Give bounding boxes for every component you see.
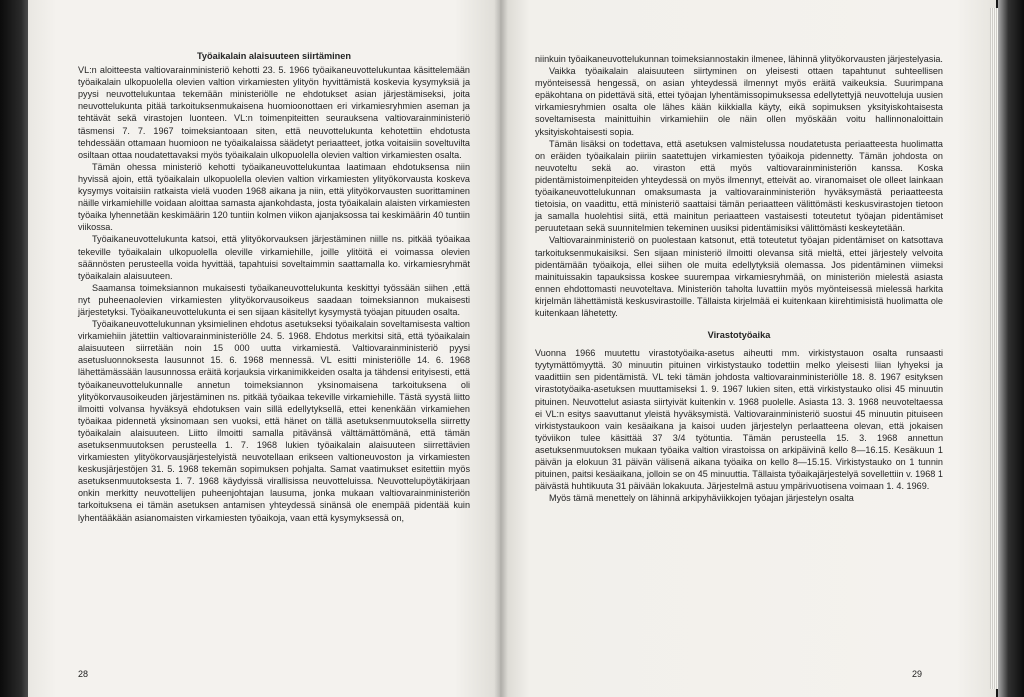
right-page <box>500 0 996 697</box>
left-page <box>28 0 502 697</box>
paragraph: Saamansa toimeksiannon mukaisesti työaikaneuvottelukunta keskittyi työssään siihen ,että nyt puheenaolevien virkamiesten ylityökorvausoikeus saadaan toimeksiannon mukaisesti järjestetyksi. Työaikaneuvottelukunta ei sen sijaan käsitellyt kysymystä työajan pituuden osalta. <box>78 282 470 317</box>
page-number-left: 28 <box>78 669 89 679</box>
paragraph: Vaikka työaikalain alaisuuteen siirtyminen on yleisesti ottaen tapahtunut suhteellisen myönteisessä hengessä, on asian yhteydessä ilmennyt myös eräitä vaikeuksia. Suurimpana epäkohtana on pidettävä sitä, ettei työajan lyhentämissopimuksessa edellytettyjä neuvotteluja uusien virkamiesryhmien osalta ole lähes kään kiikkialla käyty, eikä sopimuksen yksityiskohtaisesta soveltamisesta mainittuihin virkamiehiin ole näin ollen myöskään voitu hallinnonaloittain yksityiskohtaisesti sopia. <box>535 66 943 137</box>
paragraph: Tämän ohessa ministeriö kehotti työaikaneuvottelukuntaa laatimaan ehdotuksensa niin hyvissä ajoin, että työaikalain ulkopuolella olevien valtion virkamiesten ylityökorvausta koskeva kysymys voitaisiin ratkaista vielä vuoden 1968 aikana ja niin, että ylityökorvausten suorittaminen näille virkamiehille voidaan aloittaa samasta ajankohdasta, josta työaikalain alaisten virkamiesten työaika lyhennetään keskimäärin 120 tuntiin kolmen viikon ajanjaksossa tai keskimäärin 40 tuntiin viikossa. <box>78 161 470 233</box>
section-heading-tyoaikalain: Työaikalain alaisuuteen siirtäminen <box>196 51 352 61</box>
page-number-right: 29 <box>912 669 923 679</box>
paragraph: Tämän lisäksi on todettava, että asetuksen valmistelussa noudatetusta periaatteesta huolimatta on eräiden työaikalain piiriin saatettujen virkamiesten työaikoja pidennetty. Tämän johdosta on neuvoteltu sekä ao. viraston että myös valtiovarainministeriön kanssa. Koska pidentämistoimenpiteiden yhteydessä on myös ilmennyt, etteivät ao. viranomaiset ole olleet lainkaan työaikaneuvottelukunnan omaksumasta ja valtiovarainministeriön hyväksymästä periaatteesta tietoisia, on vaadittu, että ministeriö saattaisi tämän periaatteen välittömästi keskusvirastojen tietoon ja samalla huolehtisi siitä, että mainitun periaatteen vastaisesti toteutetut työajan pidentämiset peruutetaan sekä suunnitelmien tekeminen uusiksi pidentämisiksi välittömästi keskeytetään. <box>535 138 943 234</box>
paragraph: Vuonna 1966 muutettu virastotyöaika-asetus aiheutti mm. virkistystauon osalta runsaasti tyytymättömyyttä. 30 minuutin pituinen virkistystauko todettiin melko yleisesti liian lyhyeksi ja vaadittiin sen pidentämistä. VL teki tämän johdosta valtiovarainministeriölle 18. 8. 1967 esityksen virastotyöaika-asetuksen muuttamiseksi 1. 9. 1967 lukien siten, että virkistystauko olisi 45 minuutin pituinen. Neuvottelut asiasta siirtyivät kuitenkin v. 1968 puolelle. Asiasta 13. 3. 1968 neuvoteltaessa ei VL:n esitys saavuttanut yleistä hyväksymistä. Valtiovarainministeriö suostui 45 minuutin pituiseen virkistystaukoon vain kesäaikana ja kaisoi uuden järjestelyn perlaatteena olevan, että jokaisen työviikon tulee käsittää 37 3/4 työtuntia. Tämän perusteella 15. 3. 1968 annettun asetuksenmuutoksen mukaan työaika valtion virastoissa on arkipäivinä kello 8—16.15. Kesäkuun 1 päivän ja elokuun 31 päivän välisenä aikana työaika on kello 8—15.15. Virkistystauko on 1 tunnin pituinen, paitsi kesäaikana, jolloin se on 45 minuuttia. Tällaista työaikajärjestelyä sovellettiin v. 1968 1 päivästä huhtikuuta 31 päivään lokakuuta. Järjestelmä astuu ympärivuotisena voimaan 1. 4. 1969. <box>535 348 943 492</box>
paragraph: Myös tämä menettely on lähinnä arkipyhäviikkojen työajan järjestelyn osalta <box>549 493 854 504</box>
paragraph: Valtiovarainministeriö on puolestaan katsonut, että toteutetut työajan pidentämiset on katsottava tarkoituksenmukaisiksi. Sen sijaan ministeriö ilmoitti olevansa sitä mieltä, ettei järjestely velvoita pidentämään työaikoja, ellei siihen ole muita edellytyksiä olemassa. Jos pidentäminen viimeksi mainituissakin tapauksissa koskee suurempaa virkamiesryhmää, on ministeriön mielestä asiasta ennen ehdottomasti neuvoteltava. Ministeriön taholta luvattiin myös myönteisessä mielessä harkita kirjelmän lähettämistä keskusvirastoille. Tällaista kirjelmää ei kuitenkaan kiirehtimisistä huolimatta ole kuitenkaan lähetetty. <box>535 235 943 318</box>
left-page-text <box>78 50 470 524</box>
right-page-text <box>535 53 943 504</box>
paragraph: Työaikaneuvottelukunta katsoi, että ylityökorvauksen järjestäminen niille ns. pitkää työaikaa tekeville työaikalain ulkopuolella oleville virkamiehille, joille ylitöitä ei voimassa olevien säännösten perusteella voida hyvittää, tapahtuisi soveltaimmin saattamalla ko. virkamiesryhmät työaikalain alaisuuteen. <box>78 234 470 281</box>
book-edge-left <box>0 0 30 697</box>
book-edge-right <box>998 0 1024 697</box>
page-stack-edge <box>990 8 998 689</box>
paragraph: niinkuin työaikaneuvottelukunnan toimeksiannostakin ilmenee, lähinnä ylityökorvausten järjestelyasia. <box>535 54 943 64</box>
book-gutter <box>494 0 508 697</box>
section-heading-virastotyoaika: Virastotyöaika <box>707 330 771 341</box>
paragraph: VL:n aloitteesta valtiovarainministeriö kehotti 23. 5. 1966 työaikaneuvottelukuntaa käsittelemään työaikalain ulkopuolella olevien valtion virkamiesten ylityön hyvittämistä koskevia kysymyksiä ja pyysi neuvottelukuntaa tekemään ministeriölle ne ehdotukset asian järjestämiseksi, joita neuvottelukunta pitää tarkoituksenmukaisena huomioonottaen eri virkamiesryhmien aseman ja tehtävät sekä virastojen luonteen. VL:n toimenpiteitten seurauksena valtiovarainministeriö täsmensi 7. 7. 1967 toimeksiantoaan siten, että neuvottelukunta kehotettiin ehdotusta tehdessään ottamaan huomioon ne työaikalaissa säädetyt periaatteet, jotka voitaisiin soveltuvilta osiltaan ottaa noudatettavaksi myös työaikalain ulkopuolella olevien valtion virkamiesten osalta. <box>78 65 470 160</box>
paragraph: Työaikaneuvottelukunnan yksimielinen ehdotus asetukseksi työaikalain soveltamisesta valtion virkamiehiin jätettiin valtiovarainministeriölle 24. 5. 1968. Ehdotus merkitsi sitä, että työaikalain alaisuuteen siirretään noin 15 000 uutta virkamiestä. Valtiovarainministeriö pyysi asetusluonnoksesta lausunnot 15. 6. 1968 mennessä. VL esitti ministeriölle 14. 6. 1968 lähettämässään lausunnossa eräitä korjauksia virkanimikkeiden osalta ja tähdensi erityisesti, että työaikaneuvottelukunnalle annetun toimeksiannon yksinomaisena tarkoituksena oli ylityökorvausoikeuden järjestäminen ns. pitkää työaikaa tekeville virkamiehille. Tästä syystä liitto ilmoitti volvansa hyväksyä ehdotuksen vain sillä edellytyksellä, ettei kenenkään virkamiehen työaikaa pidennetä yksinomaan sen vuoksi, että hänet on tällä asetuksenmuutoksella siirretty työaikalain alaisuuteen. Liitto ilmoitti samalla pitävänsä välttämättömänä, että tämän asetuksenmuutoksen perusteella 1. 7. 1968 lukien työaikalain alaisuuteen siirrettävien virkamiesten ylityökorvausjärjestelyistä neuvotellaan erikseen valtioneuvoston ja virkamiesten keskusjärjestöjen 31. 5. 1968 tekemän sopimuksen pohjalta. Samat vaatimukset esitettiin myös asetuksenmuutoksesta 1. 7. 1968 käydyissä virallisissa neuvotteluissa. Neuvottelupöytäkirjaan onkin merkitty neuvottelijen puheenjohtajan lausuma, jonka mukaan valtiovarainministeriön tarkoituksena ei tämän asetuksen antamisen yhteydessä sinänsä ole enempää pidentää kuin lyhentääkään asianomaisten virkamiesten työaikoja, vaan että kysymyksessä on, <box>78 319 470 523</box>
